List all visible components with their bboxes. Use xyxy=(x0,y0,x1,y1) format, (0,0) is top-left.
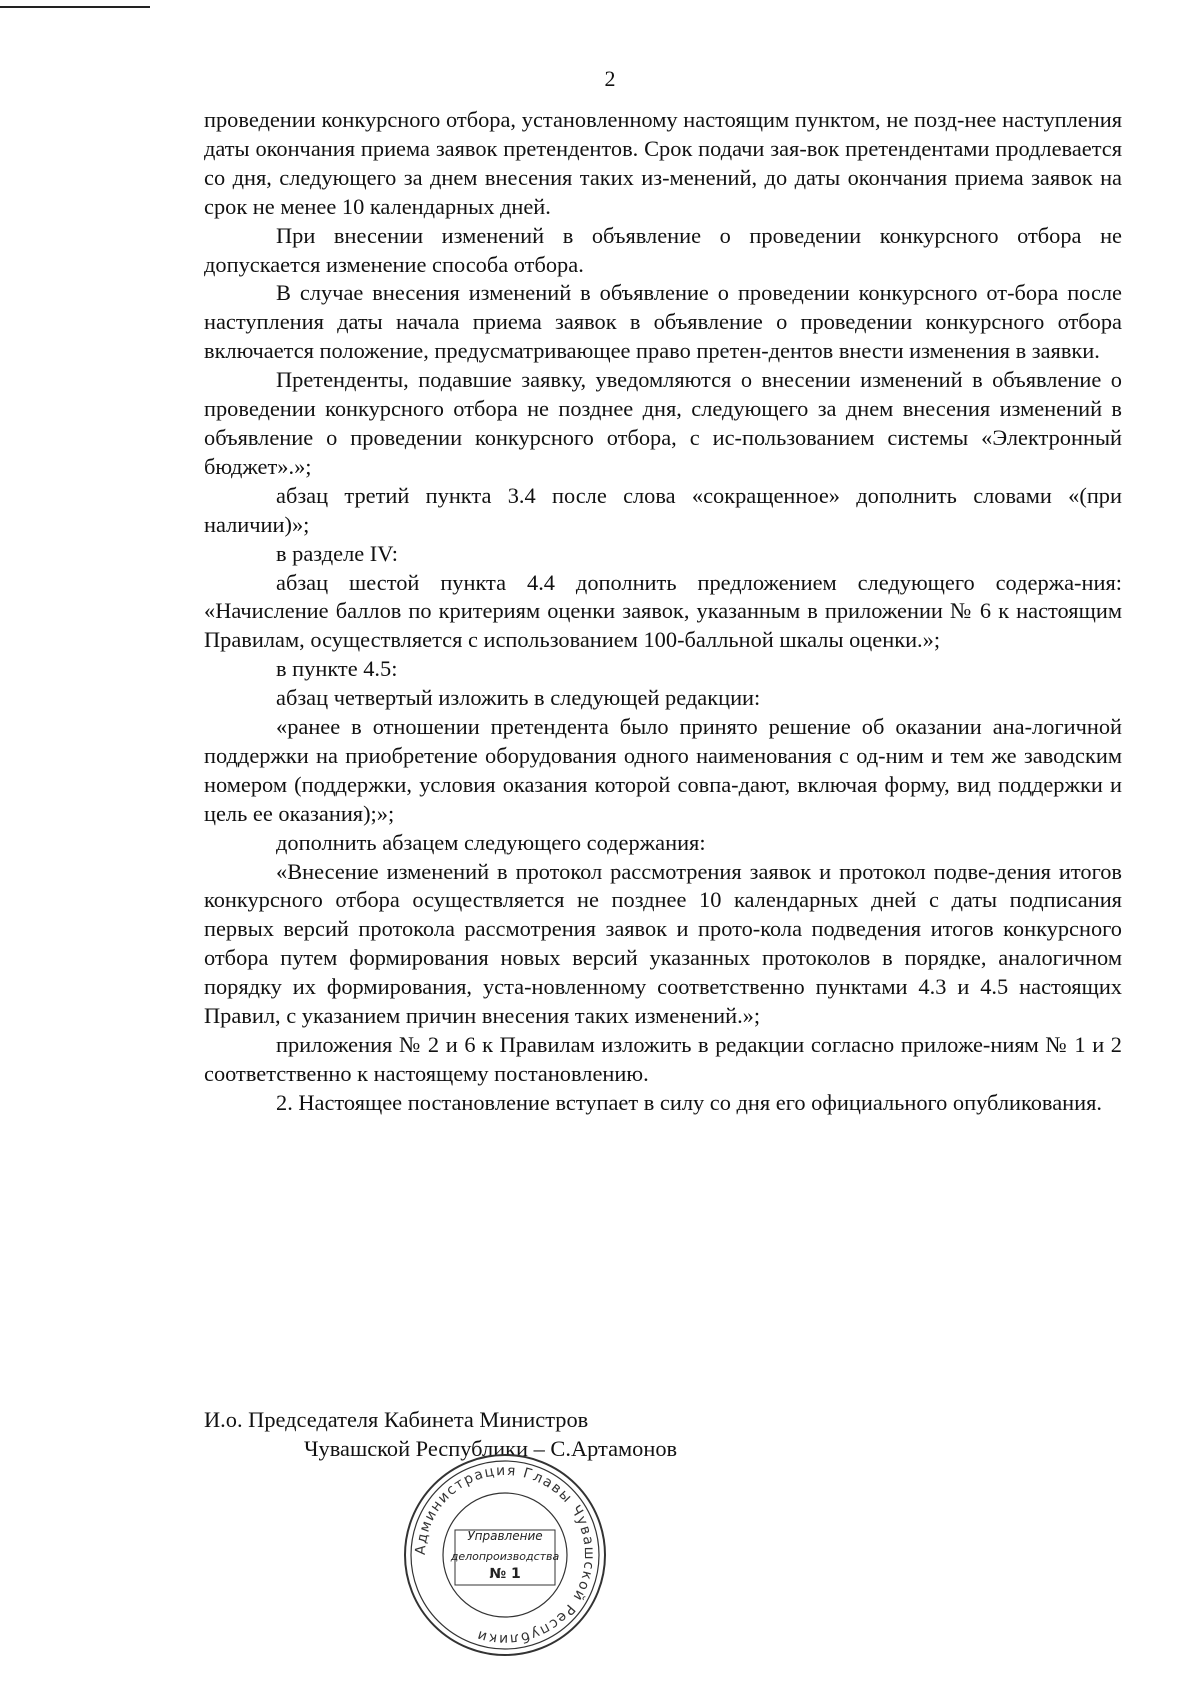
paragraph-1: проведении конкурсного отбора, установленному настоящим пунктом, не позд-нее наступления даты окончания приема заявок претендентов. Срок подачи зая-вок претендентами продлевается со дня, следующего за днем внесения таких из-менений, до даты окончания приема заявок на срок не менее 10 календарных дней. xyxy=(204,107,1122,219)
paragraph-7: абзац шестой пункта 4.4 дополнить предложением следующего содержа-ния: «Начисление баллов по критериям оценки заявок, указанным в приложении № 6 к настоящим Правилам, осуществляется с использованием 100-балльной шкалы оценки.»; xyxy=(204,569,1122,653)
paragraph-4: Претенденты, подавшие заявку, уведомляются о внесении изменений в объявление о проведении конкурсного отбора не позднее дня, следующего за днем внесения изменений в объявление о проведении конкурсного отбора, с ис-пользованием системы «Электронный бюджет».»; xyxy=(204,367,1122,479)
document-body xyxy=(204,106,1122,1118)
top-rule xyxy=(0,6,150,8)
paragraph-14: 2. Настоящее постановление вступает в силу со дня его официального опубликования. xyxy=(276,1089,1103,1115)
paragraph-9: абзац четвертый изложить в следующей редакции: xyxy=(276,685,761,711)
paragraph-2: При внесении изменений в объявление о проведении конкурсного отбора не допускается изменение способа отбора. xyxy=(204,222,1122,277)
signatory-separator: – xyxy=(533,1436,545,1461)
paragraph-8: в пункте 4.5: xyxy=(276,656,398,682)
page-number: 2 xyxy=(604,66,616,91)
signatory-name: С.Артамонов xyxy=(550,1436,678,1461)
signatory-title: И.о. Председателя Кабинета Министров xyxy=(204,1407,589,1432)
signatory-republic: Чувашской Республики xyxy=(304,1436,528,1461)
stamp-line-1: Управление xyxy=(467,1529,543,1543)
paragraph-6: в разделе IV: xyxy=(276,540,398,566)
paragraph-3: В случае внесения изменений в объявление о проведении конкурсного от-бора после наступления даты начала приема заявок в объявление о проведении конкурсного отбора включается положение, предусматривающее право претен-дентов внести изменения в заявки. xyxy=(204,280,1122,364)
paragraph-10: «ранее в отношении претендента было принято решение об оказании ана-логичной поддержки на приобретение оборудования одного наименования с од-ним и тем же заводским номером (поддержки, условия оказания которой совпа-дают, включая форму, вид поддержки и цель ее оказания);»; xyxy=(204,714,1122,826)
stamp-line-3: № 1 xyxy=(489,1566,521,1582)
stamp-ring-text: Администрация Главы Чувашской Республики xyxy=(412,1462,598,1648)
paragraph-13: приложения № 2 и 6 к Правилам изложить в редакции согласно приложе-ниям № 1 и 2 соответственно к настоящему постановлению. xyxy=(204,1032,1122,1086)
paragraph-11: дополнить абзацем следующего содержания: xyxy=(276,829,706,855)
stamp-line-2: делопроизводства xyxy=(450,1550,560,1563)
paragraph-5: абзац третий пункта 3.4 после слова «сокращенное» дополнить словами «(при наличии)»; xyxy=(204,482,1122,537)
official-stamp xyxy=(400,1450,610,1660)
paragraph-12: «Внесение изменений в протокол рассмотрения заявок и протокол подве-дения итогов конкурсного отбора осуществляется не позднее 10 календарных дней с даты подписания первых версий протокола рассмотрения заявок и прото-кола подведения итогов конкурсного отбора путем формирования новых версий указанных протоколов в порядке, аналогичном порядку их формирования, уста-новленному соответственно пунктами 4.3 и 4.5 настоящих Правил, с указанием причин внесения таких изменений.»; xyxy=(204,858,1122,1029)
